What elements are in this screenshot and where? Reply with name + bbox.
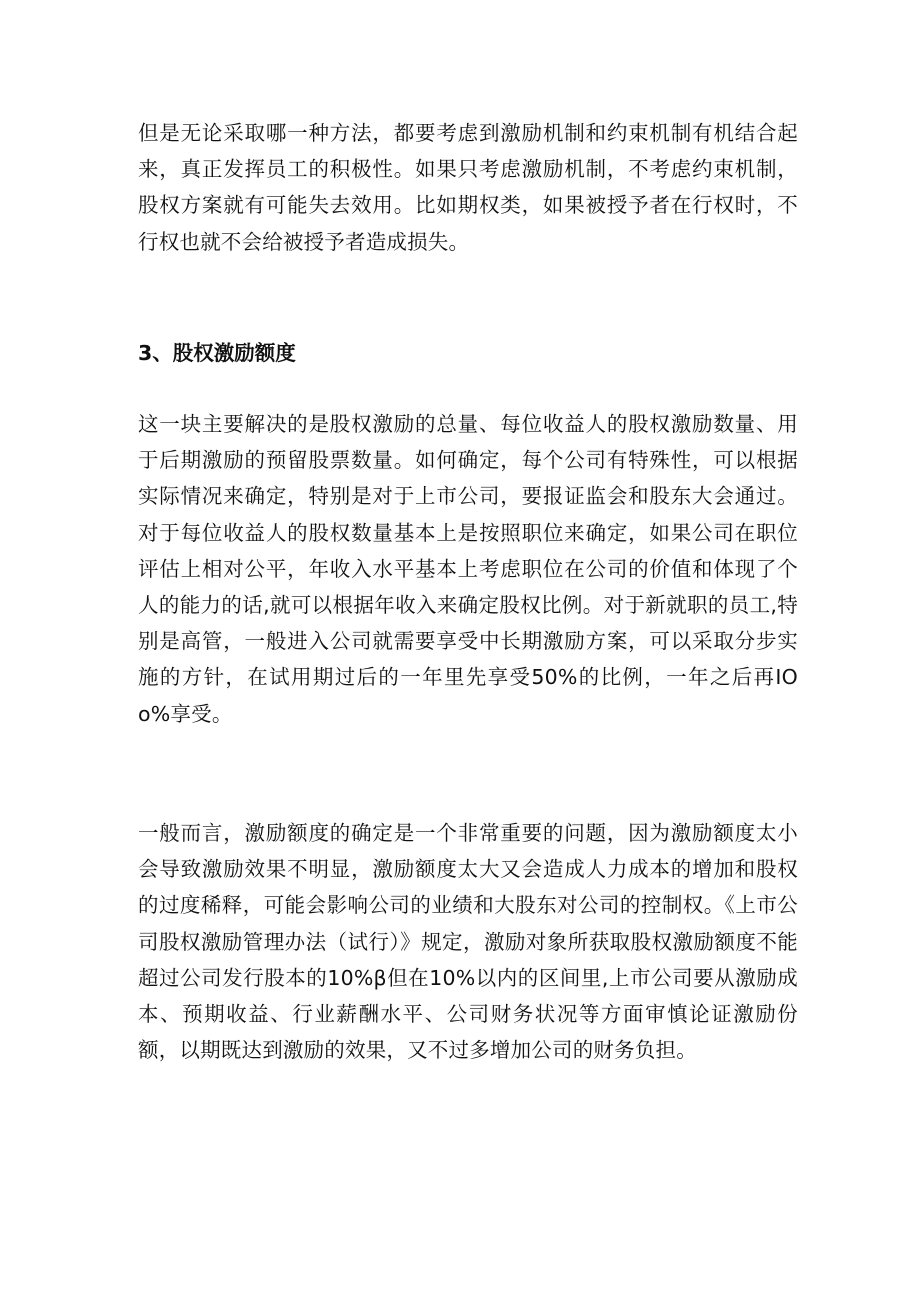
paragraph-amount-determination: 一般而言，激励额度的确定是一个非常重要的问题，因为激励额度太小会导致激励效果不明显，激励额度太大又会造成人力成本的增加和股权的过度稀释，可能会影响公司的业绩和大股东对公司的控制权。《上市公司股权激励管理办法（试行）》规定，激励对象所获取股权激励额度不能超过公司发行股本的10%β但在10%以内的区间里,上市公司要从激励成本、预期收益、行业薪酬水平、公司财务状况等方面审慎论证激励份额，以期既达到激励的效果，又不过多增加公司的财务负担。	[138, 821, 798, 1063]
section-heading: 3、股权激励额度	[138, 341, 296, 365]
paragraph-equity-amount: 这一块主要解决的是股权激励的总量、每位收益人的股权激励数量、用于后期激励的预留股票数量。如何确定，每个公司有特殊性，可以根据实际情况来确定，特别是对于上市公司，要报证监会和股东大会通过。对于每位收益人的股权数量基本上是按照职位来确定，如果公司在职位评估上相对公平，年收入水平基本上考虑职位在公司的价值和体现了个人的能力的话,就可以根据年收入来确定股权比例。对于新就职的员工,特别是高管，一般进入公司就需要享受中长期激励方案，可以采取分步实施的方针，在试用期过后的一年里先享受50%的比例，一年之后再IOo%享受。	[138, 412, 798, 726]
paragraph-incentive-constraint: 但是无论采取哪一种方法，都要考虑到激励机制和约束机制有机结合起来，真正发挥员工的积极性。如果只考虑激励机制，不考虑约束机制，股权方案就有可能失去效用。比如期权类，如果被授予者在行权时，不行权也就不会给被授予者造成损失。	[138, 121, 798, 254]
